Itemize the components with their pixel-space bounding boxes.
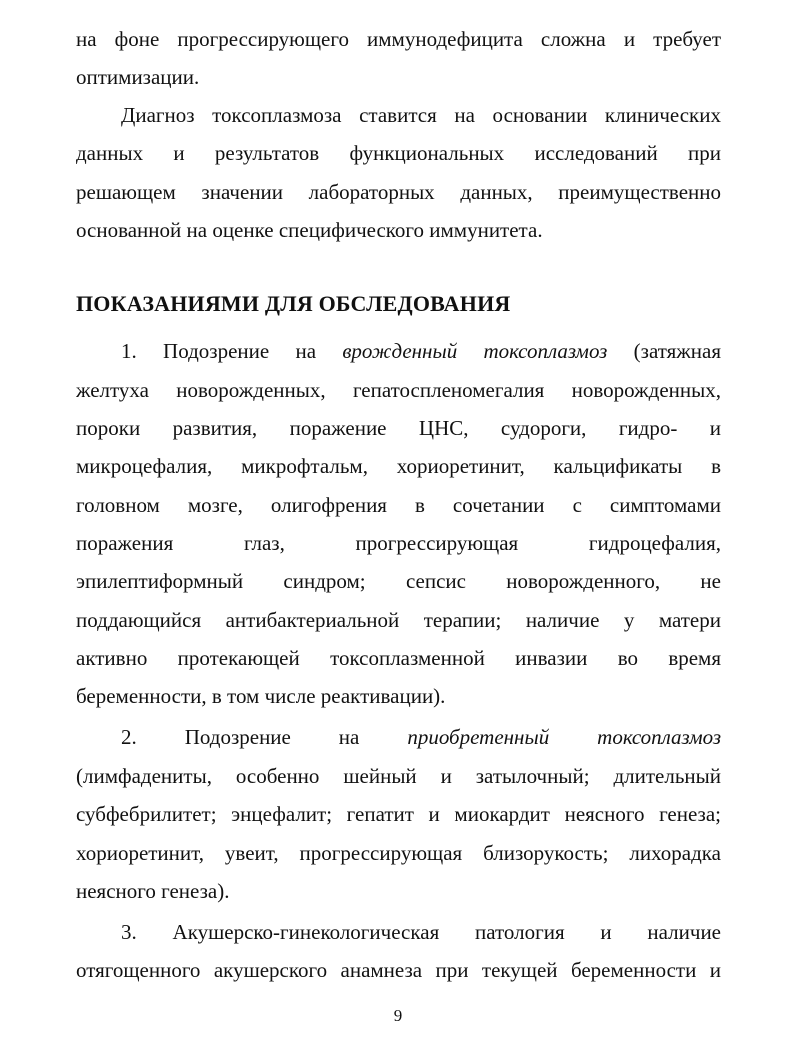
list-item-emphasis: приобретенный [407, 725, 550, 749]
list-item-number: 2. [121, 725, 137, 749]
list-item-1-first-line [76, 338, 721, 364]
list-item-text: Акушерско-гинекологическая патология и наличие [172, 920, 721, 944]
list-item-lead: Подозрение на [163, 339, 317, 363]
list-item-line: микроцефалия, микрофтальм, хориоретинит, кальцификаты в [76, 454, 721, 478]
list-item-emphasis: токсоплазмоз [597, 725, 721, 749]
list-item-lead: Подозрение на [184, 725, 360, 749]
list-item-tail: (затяжная [633, 339, 721, 363]
list-item-number: 1. [121, 339, 137, 363]
list-item-emphasis: врожденный токсоплазмоз [342, 339, 608, 363]
list-item-line: беременности, в том числе реактивации). [76, 684, 446, 708]
paragraph-line: данных и результатов функциональных исследований при [76, 141, 721, 165]
list-item-line: хориоретинит, увеит, прогрессирующая близорукость; лихорадка [76, 841, 721, 865]
paragraph-line: на фоне прогрессирующего иммунодефицита сложна и требует [76, 27, 721, 51]
list-item-line: головном мозге, олигофрения в сочетании с симптомами [76, 493, 721, 517]
list-item-line: активно протекающей токсоплазменной инвазии во время [76, 646, 721, 670]
list-item-line: субфебрилитет; энцефалит; гепатит и миокардит неясного генеза; [76, 802, 721, 826]
list-item-2-first-line [76, 724, 721, 750]
list-item-line: поддающийся антибактериальной терапии; наличие у матери [76, 608, 721, 632]
page-number: 9 [393, 1006, 403, 1025]
paragraph-line: оптимизации. [76, 65, 200, 89]
list-item-line: пороки развития, поражение ЦНС, судороги, гидро- и [76, 416, 721, 440]
list-item-3-first-line [76, 919, 721, 945]
list-item-number: 3. [121, 920, 137, 944]
list-item-line: эпилептиформный синдром; сепсис новорожденного, не [76, 569, 721, 593]
paragraph-line: решающем значении лабораторных данных, преимущественно [76, 180, 721, 204]
section-heading: ПОКАЗАНИЯМИ ДЛЯ ОБСЛЕДОВАНИЯ [76, 291, 511, 316]
list-item-line: желтуха новорожденных, гепатоспленомегалия новорожденных, [76, 378, 721, 402]
list-item-line: отягощенного акушерского анамнеза при текущей беременности и [76, 958, 721, 982]
list-item-line: (лимфадениты, особенно шейный и затылочный; длительный [76, 764, 721, 788]
list-item-line: поражения глаз, прогрессирующая гидроцефалия, [76, 531, 721, 555]
paragraph-line: Диагноз токсоплазмоза ставится на основании клинических [121, 103, 721, 127]
paragraph-line: основанной на оценке специфического иммунитета. [76, 218, 543, 242]
list-item-line: неясного генеза). [76, 879, 230, 903]
